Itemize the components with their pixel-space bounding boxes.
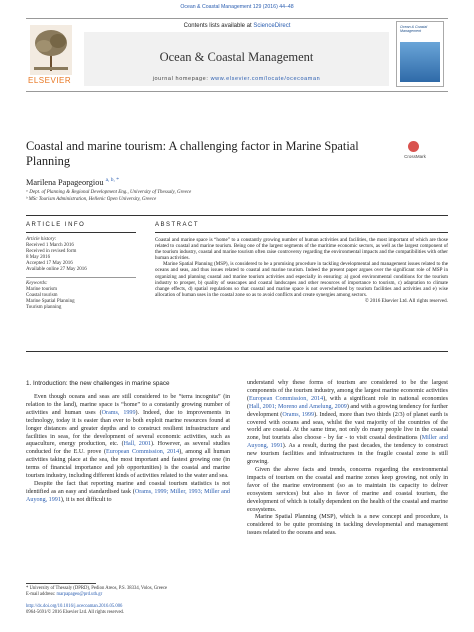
citation-link[interactable]: Orams, 1999; Miller, 1993; Miller and Auyong, 1991	[26, 488, 230, 503]
contents-prefix: Contents lists available at	[183, 23, 252, 29]
author-name[interactable]: Marilena Papageorgiou	[26, 177, 104, 187]
history-item: Received 1 March 2016	[26, 243, 74, 248]
citation-link[interactable]: Hall, 2001	[123, 441, 151, 448]
author-affiliation-marks[interactable]: a, b, *	[105, 177, 120, 183]
keyword-item: Coastal tourism	[26, 293, 58, 298]
contents-line	[26, 23, 448, 29]
body-paragraph: Even though oceans and seas are still considered to be “terra incognita” (in relation to the land), marine space is “home” to a constantly growing number of activities and human uses (Orams, 1999). Indeed, due to improvements in technology, today it is easier than ever to both exploit marine resources found at longer distances and greater depths and to construct resilient infrastructure and facilities in seas, for the development of several economic activities, such as aquaculture, energy production, etc. (Hall, 2001). However, as several studies conducted for the E.U. prove (European Commission, 2014), among all human activities taking place at the sea, the most important and fastest growing one (in terms of financial importance and job opportunities) is the coastal and marine tourism industry, including different kinds of activities related to the water and sea.	[26, 394, 230, 480]
section-heading: 1. Introduction: the new challenges in marine space	[26, 380, 170, 387]
keyword-item: Tourism planning	[26, 305, 62, 310]
keywords-label: Keywords:	[26, 281, 48, 286]
citation-link[interactable]: Miller and Auyong, 1991	[247, 435, 448, 450]
abstract-heading: ABSTRACT	[155, 222, 200, 228]
keyword-item: Marine Spatial Planning	[26, 299, 75, 304]
homepage-link[interactable]: www.elsevier.com/locate/ocecoaman	[210, 76, 321, 82]
history-item: Available online 27 May 2016	[26, 267, 87, 272]
section-rule	[26, 215, 448, 216]
body-paragraph: Marine Spatial Planning (MSP), which is a new concept and procedure, is considered to be quite promising in tackling developmental and management issues related to the oceans and seas.	[247, 514, 448, 537]
cover-image	[400, 42, 440, 82]
body-paragraph: understand why these forms of tourism are considered to be the largest components of the tourism industry, among the largest marine economic activities (European Commission, 2014), with a significant role in national economies (Hall, 2001; Moreno and Amelung, 2009) and with a growing tendency for further development (Orams, 1999). Indeed, more than two thirds (2/3) of planet earth is covered with oceans and seas, whilst the vast majority of the countries of the world are coastal. At the same time, not only do many people live in the coastal zone, but tourists also choose - by far - to visit coastal destinations (Miller and Auyong, 1991). As a result, during the past decades, the tendency to construct new tourism facilities and infrastructures in the fragile coastal zone is still growing.	[247, 380, 449, 466]
history-item: 8 May 2016	[26, 255, 51, 260]
doi-link[interactable]: http://dx.doi.org/10.1016/j.ocecoaman.2016.05.006	[26, 604, 123, 609]
journal-citation[interactable]: Ocean & Coastal Management 129 (2016) 44–48	[180, 4, 294, 10]
cover-title: Ocean & Coastal Management	[400, 25, 428, 34]
citation-link[interactable]: European Commission, 2014	[249, 395, 324, 402]
abstract-copyright: © 2016 Elsevier Ltd. All rights reserved.	[364, 297, 448, 304]
citation-link[interactable]: Hall, 2001; Moreno and Amelung, 2009	[249, 403, 347, 410]
abstract-paragraph: Coastal and marine space is “home” to a constantly growing number of human activities and facilities, the most important of which are those related to coastal and marine tourism. Being one of the largest segments of the maritime economic sectors, as well as the largest component of the tourism industry, coastal and marine tourism often raise controversy regarding the environmental impacts and the compatibilities with other human activities.	[155, 237, 448, 262]
body-column-left	[26, 394, 230, 505]
article-info-heading: ARTICLE INFO	[26, 222, 86, 228]
journal-cover-thumbnail	[396, 21, 444, 87]
affiliation-a: ᵃ Dept. of Planning & Regional Development Eng., University of Thessaly, Greece	[26, 190, 192, 195]
author-line	[26, 177, 119, 187]
body-rule	[26, 351, 448, 352]
journal-header	[26, 18, 448, 92]
journal-title: Ocean & Coastal Management	[159, 50, 314, 64]
crossmark-label: CrossMark	[404, 154, 426, 159]
issn-line: 0964-5691/© 2016 Elsevier Ltd. All rights reserved.	[26, 610, 125, 615]
email-footnote: E-mail address: marpapageo@prd.uth.gr	[26, 592, 103, 597]
history-item: Accepted 17 May 2016	[26, 261, 73, 266]
abstract-body	[155, 237, 448, 304]
keyword-item: Marine tourism	[26, 287, 57, 292]
history-item: Received in revised form	[26, 249, 77, 254]
citation-link[interactable]: Orams, 1999	[282, 411, 315, 418]
homepage-prefix: journal homepage:	[152, 76, 209, 82]
footnote-rule	[26, 583, 96, 584]
email-link[interactable]: marpapageo@prd.uth.gr	[56, 592, 103, 597]
abstract-rule	[155, 232, 448, 233]
body-paragraph: Despite the fact that reporting marine and coastal tourism statistics is not identified as an easy and standardised task (Orams, 1999; Miller, 1993; Miller and Auyong, 1991), it is not difficult to	[26, 480, 230, 503]
publisher-wordmark: ELSEVIER	[28, 76, 72, 85]
affiliation-b: ᵇ MSc Tourism Administration, Hellenic Open University, Greece	[26, 197, 157, 202]
history-label: Article history:	[26, 237, 57, 242]
citation-link[interactable]: European Commission, 2014	[105, 449, 180, 456]
journal-homepage	[84, 76, 389, 82]
sciencedirect-link[interactable]: ScienceDirect	[253, 23, 291, 29]
article-info-rule	[26, 232, 136, 233]
body-paragraph: Given the above facts and trends, concerns regarding the environmental impacts of tourism on the coastal and marine zones keep growing, not only in favor of the marine environment (so as to maintain its capacity to deliver ecosystem services) but also in favor of marine and coastal tourism, the development of which is totally dependent on the health of the coastal and marine ecosystems.	[247, 466, 448, 513]
keywords-rule	[26, 277, 136, 278]
corresponding-footnote: * University of Thessaly (DPRD), Pedion Areos, P.S. 38334, Volos, Greece	[26, 586, 168, 591]
crossmark-icon	[408, 141, 419, 152]
article-title: Coastal and marine tourism: A challenging factor in Marine Spatial Planning	[26, 139, 359, 168]
body-column-right	[247, 380, 448, 538]
header-bottom-rule	[26, 91, 448, 92]
abstract-paragraph: Marine Spatial Planning (MSP), is considered to be a promising procedure in tackling developmental and management issues related to the oceans and seas, and thus issues related to coastal and marine tourism. Indeed the present paper argues over the significant role of MSP in organizing and planning coastal and marine tourism activities and especially in ensuring: a) good environmental conditions for the tourism industry to prosper, b) quality of seascapes and coastal landscapes and other resources of importance to tourism, c) adaptation to climate change effects, d) spatial regulations so that coastal and marine space is not overwhelmed by tourism facilities and activities and e) wise allocation of human uses in the coastal zone so as to avoid conflicts and create synergies among sectors.	[155, 261, 448, 298]
header-top-rule	[26, 18, 448, 19]
citation-link[interactable]: Orams, 1999	[101, 409, 136, 416]
